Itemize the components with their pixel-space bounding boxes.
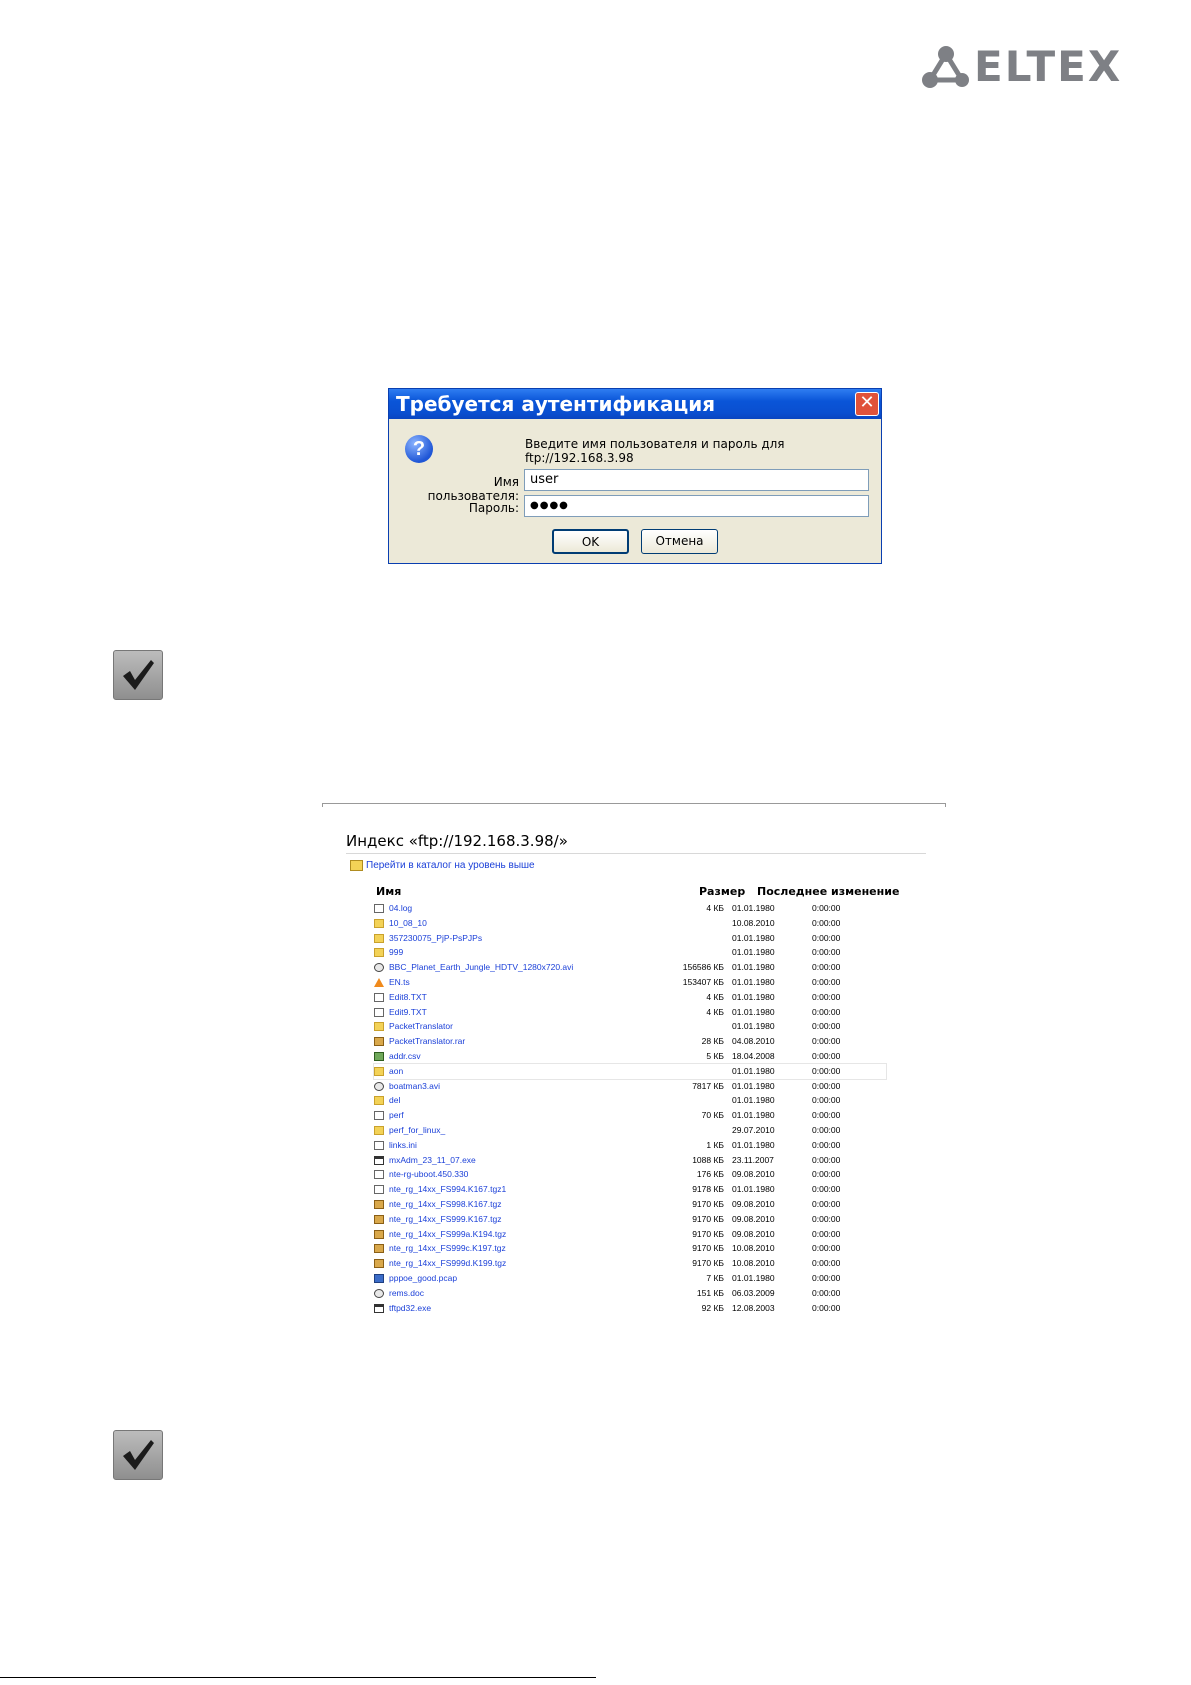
file-size: 9170 КБ <box>692 1243 724 1254</box>
file-time: 0:00:00 <box>812 1213 841 1224</box>
file-time: 0:00:00 <box>812 1036 841 1047</box>
file-name-link[interactable]: aon <box>389 1065 404 1076</box>
file-row <box>374 1167 914 1182</box>
folder-up-icon <box>350 860 363 871</box>
file-size: 176 КБ <box>696 1169 724 1180</box>
folder-icon <box>374 948 384 957</box>
file-row <box>374 1241 914 1256</box>
file-time: 0:00:00 <box>812 1110 841 1121</box>
file-row <box>374 1019 914 1034</box>
file-date: 01.01.1980 <box>732 976 775 987</box>
file-date: 18.04.2008 <box>732 1050 775 1061</box>
file-name-link[interactable]: del <box>389 1095 401 1106</box>
file-date: 01.01.1980 <box>732 1095 775 1106</box>
executable-icon <box>374 1304 384 1313</box>
file-size: 9170 КБ <box>692 1228 724 1239</box>
close-icon[interactable]: ✕ <box>855 392 879 416</box>
executable-icon <box>374 1156 384 1165</box>
file-size: 5 КБ <box>706 1050 724 1061</box>
file-row <box>374 1123 914 1138</box>
file-icon <box>374 904 384 913</box>
file-date: 10.08.2010 <box>732 1258 775 1269</box>
file-name-link[interactable]: pppoe_good.pcap <box>389 1272 458 1283</box>
file-size: 4 КБ <box>706 991 724 1002</box>
file-icon <box>374 1008 384 1017</box>
file-time: 0:00:00 <box>812 1050 841 1061</box>
file-size: 1 КБ <box>706 1139 724 1150</box>
question-icon: ? <box>405 435 433 463</box>
file-date: 01.01.1980 <box>732 903 775 913</box>
column-header-modified[interactable]: Последнее изменение <box>757 885 900 898</box>
file-row <box>374 960 914 975</box>
listing-title: Индекс «ftp://192.168.3.98/» <box>346 832 568 850</box>
file-time: 0:00:00 <box>812 1065 841 1076</box>
file-name-link[interactable]: nte_rg_14xx_FS998.K167.tgz <box>389 1198 502 1209</box>
file-row <box>374 945 914 960</box>
file-icon <box>374 993 384 1002</box>
file-date: 01.01.1980 <box>732 1139 775 1150</box>
file-time: 0:00:00 <box>812 1154 841 1165</box>
file-date: 09.08.2010 <box>732 1213 775 1224</box>
file-row <box>374 1286 914 1301</box>
file-time: 0:00:00 <box>812 1124 841 1135</box>
folder-icon <box>374 1126 384 1135</box>
file-row <box>374 1182 914 1197</box>
file-size: 28 КБ <box>701 1036 724 1047</box>
file-row <box>374 1034 914 1049</box>
archive-icon <box>374 1037 384 1046</box>
folder-icon <box>374 1067 384 1076</box>
file-time: 0:00:00 <box>812 932 841 943</box>
file-row <box>374 1271 914 1286</box>
media-file-icon <box>374 1289 384 1298</box>
file-icon <box>374 1141 384 1150</box>
file-name-link[interactable]: perf_for_linux_ <box>389 1124 446 1135</box>
file-size: 92 КБ <box>701 1302 724 1313</box>
file-size: 9178 КБ <box>692 1184 724 1195</box>
file-name-link[interactable]: addr.csv <box>389 1050 421 1061</box>
file-name-link[interactable]: nte_rg_14xx_FS999a.K194.tgz <box>389 1228 507 1239</box>
file-name-link[interactable]: Edit8.TXT <box>389 991 427 1002</box>
file-name-link[interactable]: rems.doc <box>389 1287 424 1298</box>
file-name-link[interactable]: nte_rg_14xx_FS999d.K199.tgz <box>389 1258 507 1269</box>
dialog-titlebar <box>389 389 881 419</box>
file-date: 01.01.1980 <box>732 1006 775 1017</box>
file-icon <box>374 1185 384 1194</box>
file-time: 0:00:00 <box>812 947 841 958</box>
file-time: 0:00:00 <box>812 1243 841 1254</box>
file-date: 01.01.1980 <box>732 1065 775 1076</box>
file-name-link[interactable]: BBC_Planet_Earth_Jungle_HDTV_1280x720.avi <box>389 962 574 973</box>
file-size: 70 КБ <box>701 1110 724 1121</box>
ftp-listing-screenshot <box>322 803 946 1323</box>
file-time: 0:00:00 <box>812 991 841 1002</box>
file-date: 01.01.1980 <box>732 1021 775 1032</box>
file-size: 9170 КБ <box>692 1213 724 1224</box>
username-field[interactable]: user <box>524 469 869 491</box>
file-row <box>374 1079 914 1094</box>
file-size: 156586 КБ <box>682 962 724 973</box>
eltex-logo <box>922 42 1123 91</box>
file-size: 4 КБ <box>706 903 724 913</box>
file-name-link[interactable]: Edit9.TXT <box>389 1006 427 1017</box>
file-time: 0:00:00 <box>812 1228 841 1239</box>
file-name-link[interactable]: PacketTranslator <box>389 1021 453 1032</box>
file-time: 0:00:00 <box>812 976 841 987</box>
file-date: 04.08.2010 <box>732 1036 775 1047</box>
folder-icon <box>374 934 384 943</box>
file-row <box>374 1064 886 1079</box>
check-note-icon <box>113 1430 163 1480</box>
file-row <box>374 1212 914 1227</box>
username-label: Имя пользователя: <box>427 475 519 503</box>
file-name-link[interactable]: nte_rg_14xx_FS994.K167.tgz1 <box>389 1184 507 1195</box>
folder-icon <box>374 1096 384 1105</box>
file-time: 0:00:00 <box>812 1006 841 1017</box>
archive-icon <box>374 1215 384 1224</box>
file-name-link[interactable]: mxAdm_23_11_07.exe <box>389 1154 476 1165</box>
file-name-link[interactable]: PacketTranslator.rar <box>389 1036 466 1047</box>
file-date: 01.01.1980 <box>732 947 775 958</box>
file-size: 7817 КБ <box>692 1080 724 1091</box>
media-file-icon <box>374 1082 384 1091</box>
file-time: 0:00:00 <box>812 1184 841 1195</box>
file-date: 29.07.2010 <box>732 1124 775 1135</box>
file-row <box>374 1301 914 1316</box>
file-row <box>374 1093 914 1108</box>
file-name-link[interactable]: 999 <box>389 947 404 958</box>
file-row <box>374 975 914 990</box>
file-row <box>374 990 914 1005</box>
file-row <box>374 1049 914 1064</box>
cancel-button[interactable]: Отмена <box>641 529 718 554</box>
archive-icon <box>374 1200 384 1209</box>
file-row <box>374 1256 914 1271</box>
file-time: 0:00:00 <box>812 917 841 928</box>
column-header-size[interactable]: Размер <box>699 885 746 898</box>
spreadsheet-icon <box>374 1052 384 1061</box>
file-date: 01.01.1980 <box>732 1080 775 1091</box>
file-time: 0:00:00 <box>812 1272 841 1283</box>
file-time: 0:00:00 <box>812 1287 841 1298</box>
file-time: 0:00:00 <box>812 1021 841 1032</box>
file-row <box>374 1227 914 1242</box>
file-date: 01.01.1980 <box>732 1110 775 1121</box>
column-header-name[interactable]: Имя <box>376 885 402 898</box>
file-date: 01.01.1980 <box>732 1184 775 1195</box>
file-size: 9170 КБ <box>692 1198 724 1209</box>
file-name-link[interactable]: 04.log <box>389 903 413 913</box>
file-date: 23.11.2007 <box>732 1154 774 1165</box>
browser-frame-edge <box>322 803 946 807</box>
vlc-icon <box>374 978 384 987</box>
parent-directory-link[interactable] <box>350 860 535 871</box>
file-date: 01.01.1980 <box>732 991 775 1002</box>
file-size: 9170 КБ <box>692 1258 724 1269</box>
file-date: 09.08.2010 <box>732 1198 775 1209</box>
file-time: 0:00:00 <box>812 1139 841 1150</box>
password-field[interactable]: ●●●● <box>524 495 869 517</box>
file-name-link[interactable]: perf <box>389 1110 404 1121</box>
file-name-link[interactable]: nte-rg-uboot.450.330 <box>389 1169 469 1180</box>
file-size: 1088 КБ <box>692 1154 724 1165</box>
file-time: 0:00:00 <box>812 1080 841 1091</box>
checkmark-icon <box>120 1437 156 1473</box>
file-name-link[interactable]: 10_08_10 <box>389 917 427 928</box>
file-date: 09.08.2010 <box>732 1169 775 1180</box>
file-size: 153407 КБ <box>682 976 724 987</box>
file-list <box>374 901 914 1315</box>
file-row <box>374 916 914 931</box>
media-file-icon <box>374 963 384 972</box>
file-row <box>374 931 914 946</box>
archive-icon <box>374 1259 384 1268</box>
archive-icon <box>374 1244 384 1253</box>
file-name-link[interactable]: boatman3.avi <box>389 1080 441 1091</box>
file-time: 0:00:00 <box>812 1169 841 1180</box>
file-row <box>374 1108 914 1123</box>
file-date: 10.08.2010 <box>732 917 775 928</box>
check-note-icon <box>113 650 163 700</box>
file-size: 7 КБ <box>706 1272 724 1283</box>
footer-divider <box>0 1677 596 1678</box>
file-row <box>374 1138 914 1153</box>
file-icon <box>374 1170 384 1179</box>
file-date: 09.08.2010 <box>732 1228 775 1239</box>
file-date: 01.01.1980 <box>732 962 775 973</box>
file-time: 0:00:00 <box>812 1198 841 1209</box>
file-name-link[interactable]: links.ini <box>389 1139 417 1150</box>
file-name-link[interactable]: nte_rg_14xx_FS999.K167.tgz <box>389 1213 502 1224</box>
file-row <box>374 1153 914 1168</box>
dialog-prompt: Введите имя пользователя и пароль для ftp://192.168.3.98 <box>525 437 785 465</box>
divider <box>346 853 926 854</box>
file-time: 0:00:00 <box>812 903 841 913</box>
file-name-link[interactable]: 357230075_PjP-PsPJPs <box>389 932 483 943</box>
folder-icon <box>374 1022 384 1031</box>
file-date: 01.01.1980 <box>732 932 775 943</box>
file-row <box>374 901 914 916</box>
auth-dialog <box>388 388 882 564</box>
checkmark-icon <box>120 657 156 693</box>
file-row <box>374 1005 914 1020</box>
file-row <box>374 1197 914 1212</box>
file-icon <box>374 1111 384 1120</box>
file-time: 0:00:00 <box>812 1258 841 1269</box>
file-time: 0:00:00 <box>812 1302 841 1313</box>
file-time: 0:00:00 <box>812 962 841 973</box>
file-name-link[interactable]: EN.ts <box>389 976 410 987</box>
file-size: 151 КБ <box>696 1287 724 1298</box>
capture-file-icon <box>374 1274 384 1283</box>
file-name-link[interactable]: tftpd32.exe <box>389 1302 432 1313</box>
file-date: 10.08.2010 <box>732 1243 775 1254</box>
file-date: 12.08.2003 <box>732 1302 775 1313</box>
file-date: 06.03.2009 <box>732 1287 775 1298</box>
eltex-logo-icon <box>922 44 972 90</box>
file-time: 0:00:00 <box>812 1095 841 1106</box>
folder-icon <box>374 919 384 928</box>
dialog-title: Требуется аутентификация <box>396 392 716 416</box>
archive-icon <box>374 1230 384 1239</box>
file-size: 4 КБ <box>706 1006 724 1017</box>
eltex-logo-text: ELTEX <box>974 42 1123 91</box>
parent-directory-label: Перейти в каталог на уровень выше <box>366 860 535 872</box>
password-label: Пароль: <box>468 501 519 515</box>
file-date: 01.01.1980 <box>732 1272 775 1283</box>
file-name-link[interactable]: nte_rg_14xx_FS999c.K197.tgz <box>389 1243 506 1254</box>
ok-button[interactable]: OK <box>552 529 629 554</box>
